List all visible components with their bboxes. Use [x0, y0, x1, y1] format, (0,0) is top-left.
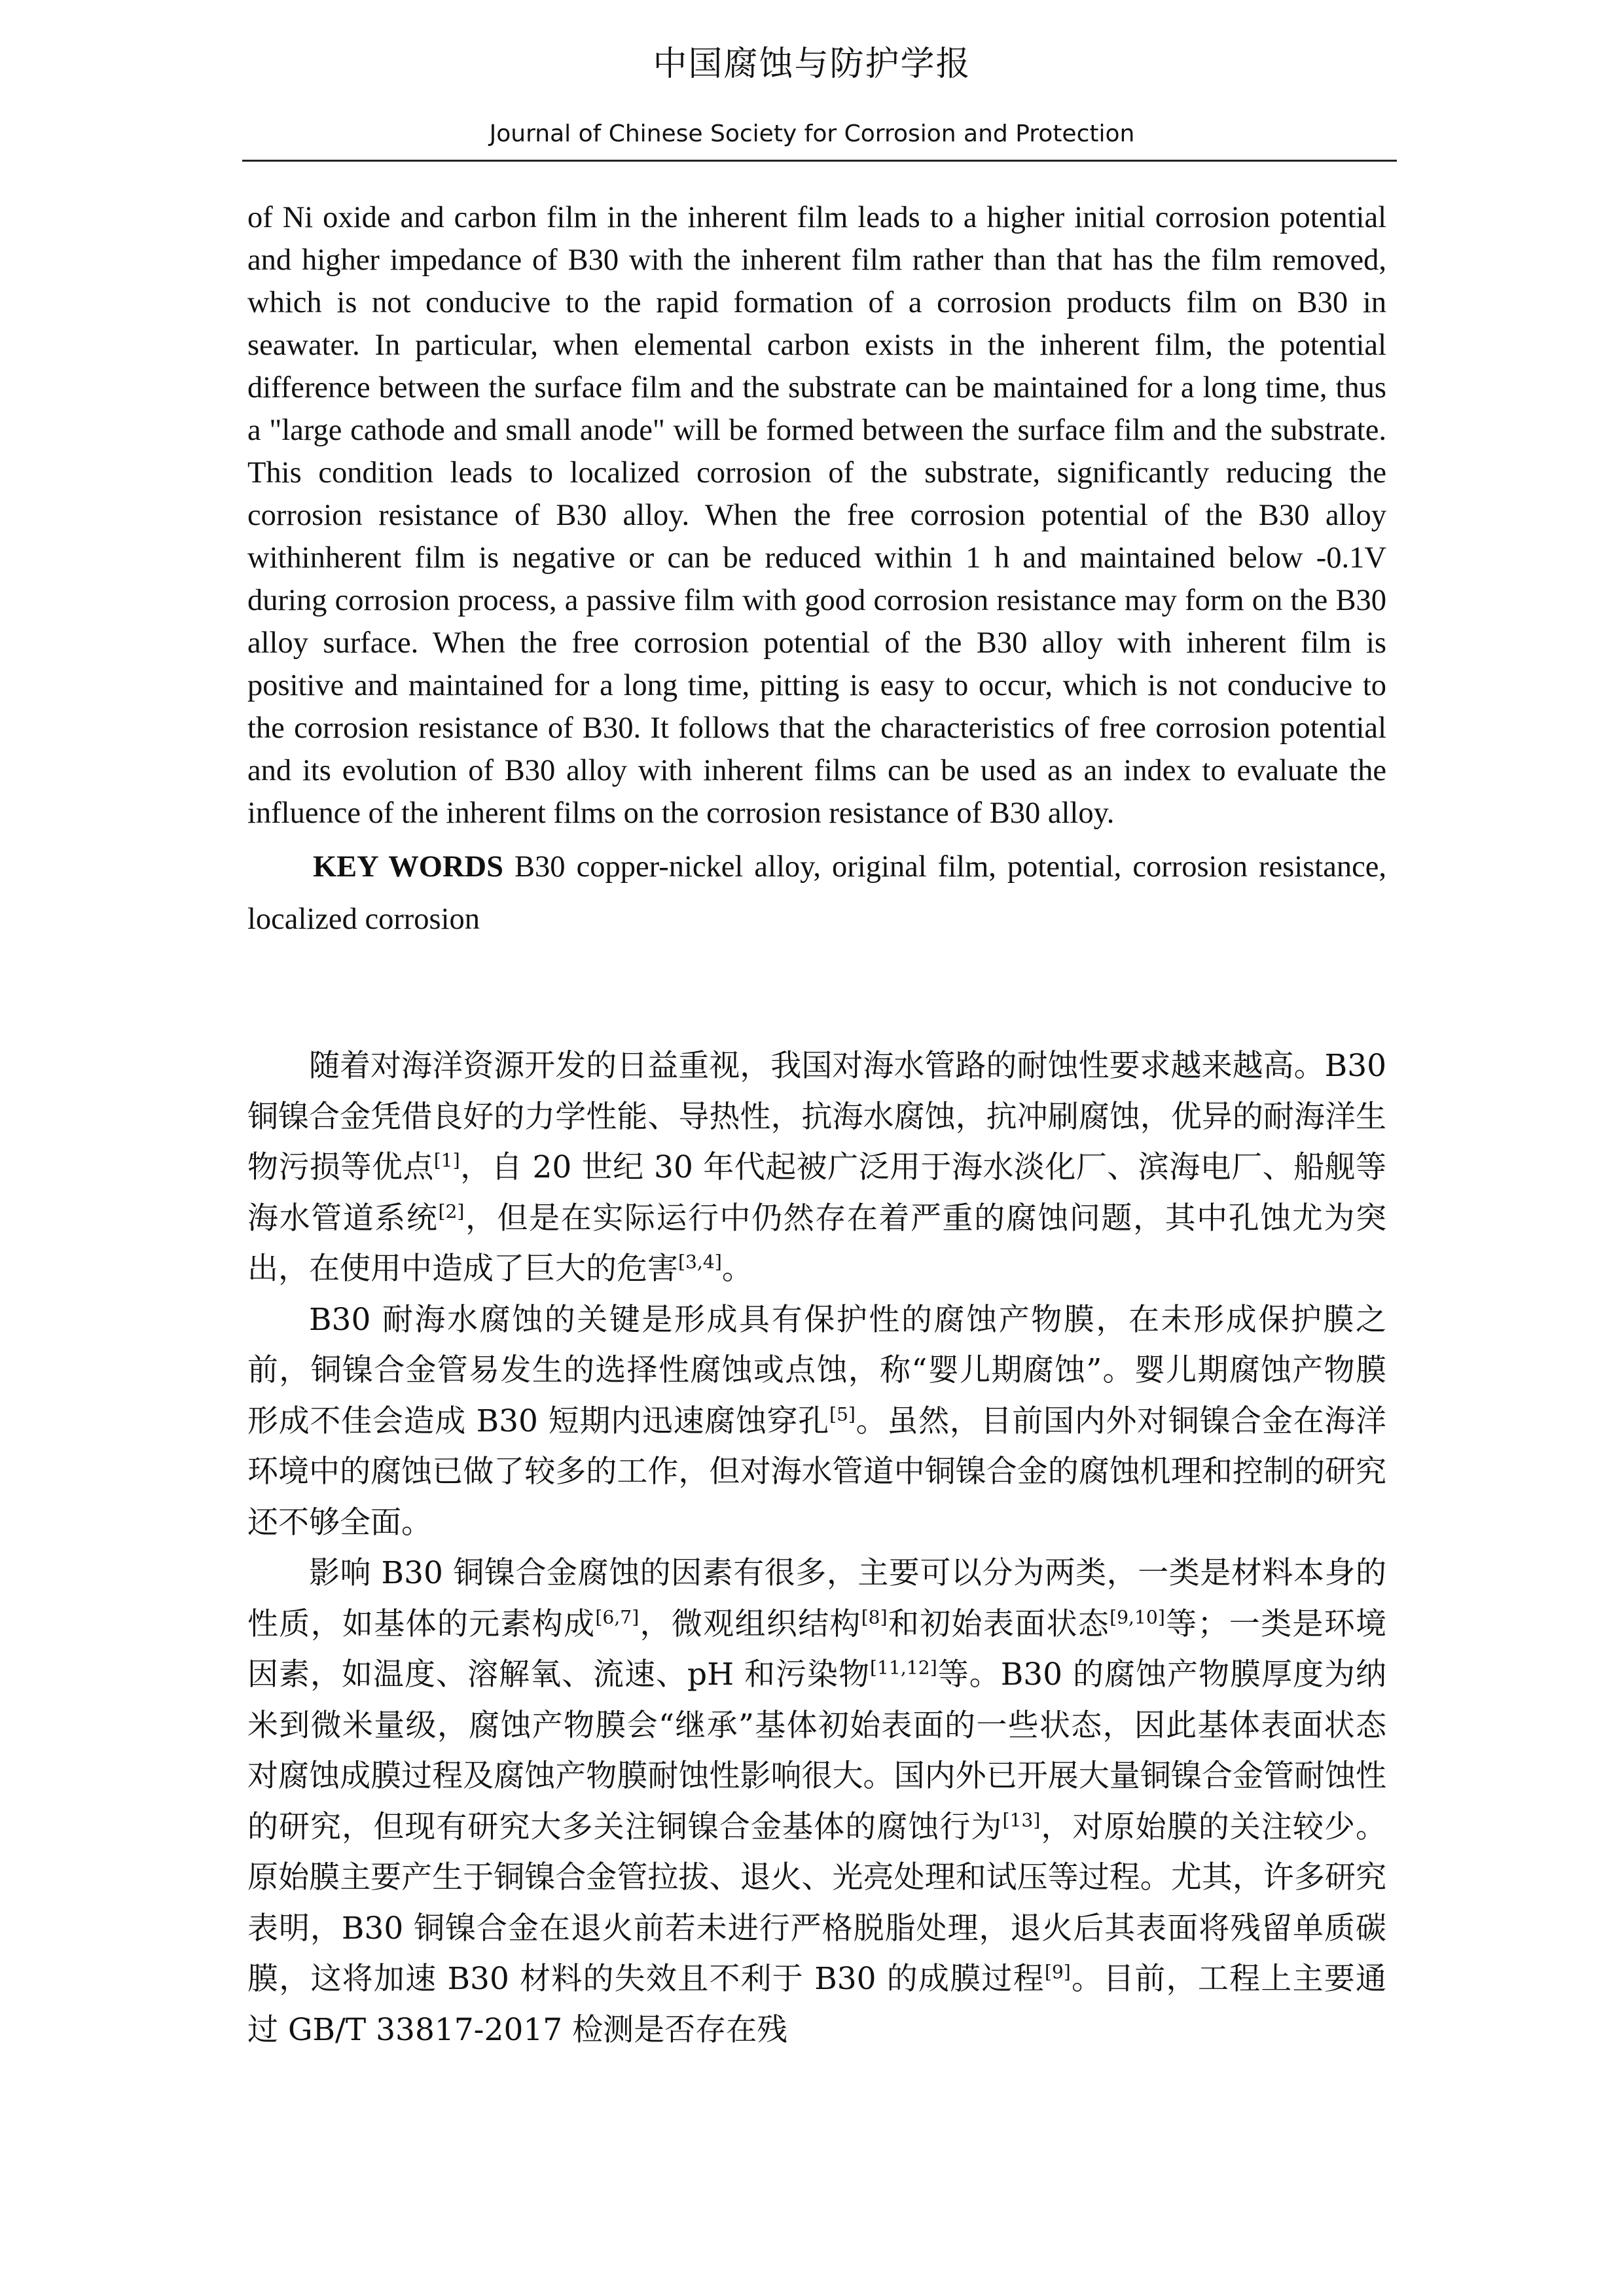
text-segment: 和初始表面状态 — [887, 1605, 1110, 1642]
abstract-paragraph: of Ni oxide and carbon film in the inherent film leads to a higher initial corrosion potential and higher impedance of B30 with the inherent film rather than that has the film removed, which is not conducive to the rapid formation of a corrosion products film on B30 in seawater. In particular, when elemental carbon exists in the inherent film, the potential difference between the surface film and the substrate can be maintained for a long time, thus a "large cathode and small anode" will be formed between the surface film and the substrate. This condition leads to localized corrosion of the substrate, significantly reducing the corrosion resistance of B30 alloy. When the free corrosion potential of the B30 alloy withinherent film is negative or can be reduced within 1 h and maintained below -0.1V during corrosion process, a passive film with good corrosion resistance may form on the B30 alloy surface. When the free corrosion potential of the B30 alloy with inherent film is positive and maintained for a long time, pitting is easy to occur, which is not conducive to the corrosion resistance of B30. It follows that the characteristics of free corrosion potential and its evolution of B30 alloy with inherent films can be used as an index to evaluate the influence of the inherent films on the corrosion resistance of B30 alloy. — [247, 201, 1386, 830]
english-abstract — [247, 196, 1386, 946]
body-paragraph-1 — [247, 1041, 1386, 1295]
body-paragraph-3 — [247, 1548, 1386, 2055]
citation-ref: [2] — [438, 1200, 465, 1222]
keywords-paragraph — [247, 841, 1386, 946]
citation-ref: [1] — [433, 1149, 460, 1172]
citation-ref: [8] — [861, 1605, 888, 1628]
citation-ref: [5] — [829, 1403, 856, 1425]
text-segment: 。 — [721, 1251, 753, 1287]
journal-title-chinese: 中国腐蚀与防护学报 — [653, 45, 971, 84]
text-segment: ，自 20 世纪 30 年代起被广泛用于海水淡化厂、滨海电厂、船舰等海水管道系统 — [247, 1149, 1386, 1236]
chinese-body-text — [247, 1041, 1386, 2055]
citation-ref: [6,7] — [595, 1605, 640, 1628]
text-segment: 等。B30 的腐蚀产物膜厚度为纳米到微米量级，腐蚀产物膜会“继承”基体初始表面的一些状态，因此基体表面状态对腐蚀成膜过程及腐蚀产物膜耐蚀性影响很大。国内外已开展大量铜镍合金管耐蚀性的研究，但现有研究大多关注铜镍合金基体的腐蚀行为 — [247, 1657, 1386, 1845]
text-segment: ，但是在实际运行中仍然存在着严重的腐蚀问题，其中孔蚀尤为突出，在使用中造成了巨大的危害 — [247, 1200, 1387, 1287]
text-segment: B30 耐海水腐蚀的关键是形成具有保护性的腐蚀产物膜，在未形成保护膜之前，铜镍合金管易发生的选择性腐蚀或点蚀，称“婴儿期腐蚀”。婴儿期腐蚀产物膜形成不佳会造成 B30 短期内迅速腐蚀穿孔 — [247, 1301, 1386, 1439]
citation-ref: [9,10] — [1110, 1605, 1165, 1628]
citation-ref: [13] — [1002, 1808, 1041, 1831]
text-segment: ，对原始膜的关注较少。原始膜主要产生于铜镍合金管拉拔、退火、光亮处理和试压等过程。尤其，许多研究表明，B30 铜镍合金在退火前若未进行严格脱脂处理，退火后其表面将残留单质碳膜，这将加速 B30 材料的失效且不利于 B30 的成膜过程 — [247, 1808, 1387, 1997]
text-segment: 。虽然，目前国内外对铜镍合金在海洋环境中的腐蚀已做了较多的工作，但对海水管道中铜镍合金的腐蚀机理和控制的研究还不够全面。 — [247, 1403, 1386, 1541]
citation-ref: [11,12] — [870, 1657, 937, 1679]
keywords-text: B30 copper-nickel alloy, original film, potential, corrosion resistance, localized corrosion — [247, 850, 1386, 936]
citation-ref: [9] — [1044, 1961, 1071, 1983]
text-segment: 影响 B30 铜镍合金腐蚀的因素有很多，主要可以分为两类，一类是材料本身的性质，如基体的元素构成 — [247, 1555, 1386, 1642]
journal-title-english: Journal of Chinese Society for Corrosion and Protection — [489, 120, 1135, 147]
keywords-label: KEY WORDS — [313, 850, 503, 884]
text-segment: 随着对海洋资源开发的日益重视，我国对海水管路的耐蚀性要求越来越高。B30 铜镍合金凭借良好的力学性能、导热性，抗海水腐蚀，抗冲刷腐蚀，优异的耐海洋生物污损等优点 — [247, 1048, 1386, 1185]
text-segment: 。目前，工程上主要通过 GB/T 33817-2017 检测是否存在残 — [247, 1961, 1387, 2048]
text-segment: ，微观组织结构 — [639, 1605, 861, 1642]
header-divider — [242, 160, 1397, 162]
body-paragraph-2 — [247, 1295, 1386, 1549]
citation-ref: [3,4] — [678, 1251, 722, 1273]
text-segment: 等；一类是环境因素，如温度、溶解氧、流速、pH 和污染物 — [247, 1605, 1387, 1693]
